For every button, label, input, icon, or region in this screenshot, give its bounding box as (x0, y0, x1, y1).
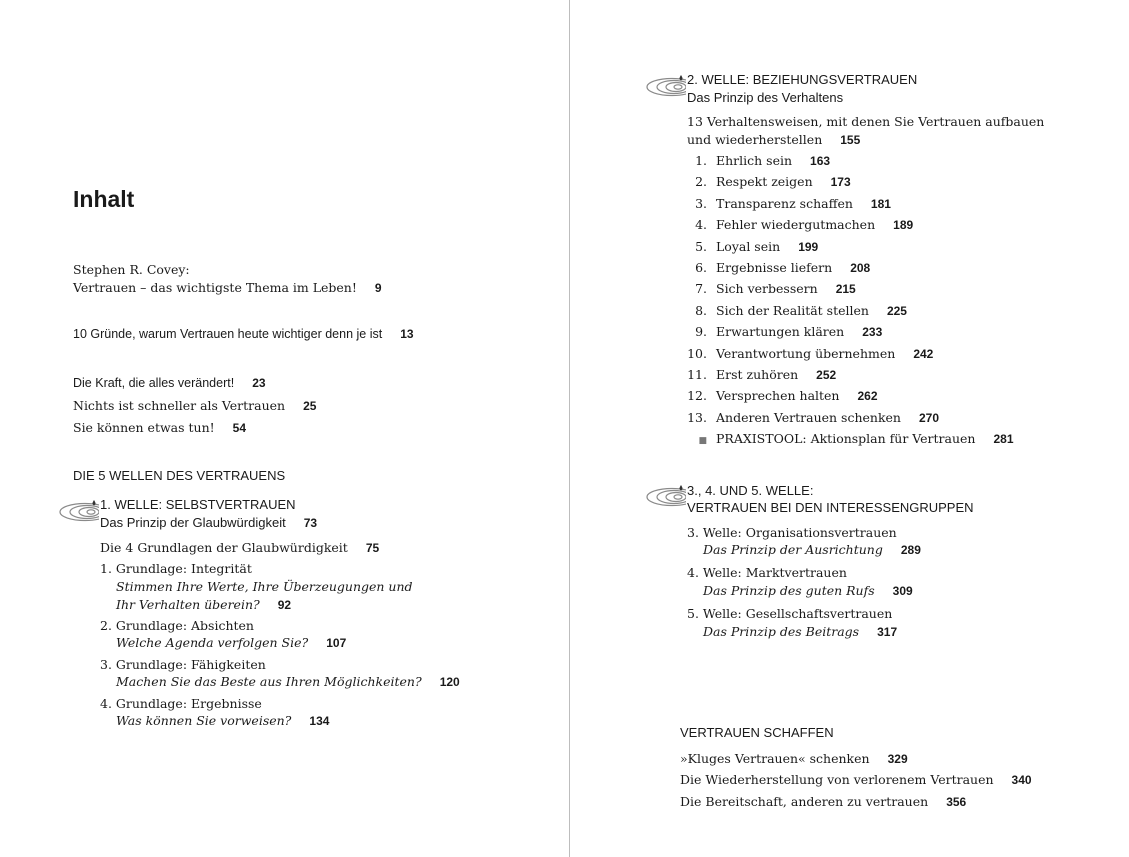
page-number: 75 (365, 541, 380, 555)
toc-entry-gruende (73, 327, 414, 341)
grundlage-item-1-sub2 (116, 597, 291, 613)
item-number: 3. (687, 525, 699, 540)
grundlage-item-3 (100, 657, 266, 673)
list-item (685, 281, 1014, 302)
page-number: 163 (810, 154, 831, 168)
item-number: 7. (695, 281, 707, 297)
list-item (685, 260, 1014, 281)
wave-icon (640, 482, 686, 508)
page-number: 270 (919, 410, 940, 425)
square-bullet-icon: ■ (698, 436, 707, 447)
item-label: Sich der Realität stellen (716, 302, 869, 318)
grundlage-item-1-sub: Stimmen Ihre Werte, Ihre Überzeugungen und (116, 579, 413, 594)
toc-entry-label: »Kluges Vertrauen« schenken (680, 751, 870, 766)
item-number: 5. (695, 238, 707, 254)
page-number: 189 (893, 218, 914, 233)
page-number: 340 (1011, 773, 1032, 787)
grundlage-item-1 (100, 561, 252, 577)
toc-entry-label: Das Prinzip der Glaubwürdigkeit (100, 515, 286, 530)
item-label: Sich verbessern (716, 281, 818, 297)
welle3-sub (703, 542, 921, 558)
page-number: 289 (900, 543, 921, 557)
list-item (685, 153, 1014, 174)
item-subtitle: Das Prinzip des guten Rufs (703, 583, 875, 598)
toc-entry-kluges (680, 751, 908, 767)
page-number: 225 (886, 303, 907, 318)
welle1-title: 1. WELLE: SELBSTVERTRAUEN (100, 497, 296, 512)
item-subtitle: Was können Sie vorweisen? (116, 713, 292, 728)
page-number: 54 (232, 421, 247, 435)
list-item (685, 346, 1014, 367)
item-number: 3. (100, 657, 112, 672)
item-title: Welle: Organisationsvertrauen (702, 525, 897, 540)
page-number: 233 (862, 325, 883, 340)
item-label: Transparenz schaffen (716, 195, 853, 211)
item-label: Erst zuhören (716, 366, 799, 382)
item-number: 8. (695, 302, 707, 318)
item-number: 9. (695, 324, 707, 340)
item-label: Anderen Vertrauen schenken (716, 409, 901, 425)
page-number: 199 (798, 239, 819, 254)
page-number: 252 (816, 367, 837, 382)
list-item (685, 174, 1014, 195)
list-item (685, 410, 1014, 431)
item-title: Grundlage: Absichten (115, 618, 254, 633)
item-subtitle: Das Prinzip der Ausrichtung (703, 542, 883, 557)
page-divider (569, 0, 570, 857)
page-number: 215 (835, 282, 856, 297)
item-label: Loyal sein (716, 238, 781, 254)
item-number: 4. (695, 217, 707, 233)
item-number: 13. (687, 409, 707, 425)
page-number: 13 (400, 327, 414, 341)
toc-entry-etwas-tun (73, 420, 246, 436)
grundlage-item-2-sub (116, 635, 346, 651)
wave-icon (640, 72, 686, 98)
welle5-sub (703, 624, 897, 640)
toc-entry-label: Die 4 Grundlagen der Glaubwürdigkeit (100, 540, 348, 555)
page-number: 262 (857, 389, 878, 404)
page-number: 107 (326, 636, 347, 650)
item-subtitle: Machen Sie das Beste aus Ihren Möglichkeiten? (116, 674, 422, 689)
page-number: 309 (892, 584, 913, 598)
list-item (685, 303, 1014, 324)
page-number: 23 (252, 376, 266, 390)
page-number: 92 (277, 598, 292, 612)
page-number: 134 (309, 714, 330, 728)
wave-icon (53, 497, 99, 523)
welle2-intro-line1: 13 Verhaltensweisen, mit denen Sie Vertrauen aufbauen (687, 114, 1045, 129)
toc-entry-grundlagen (100, 540, 379, 556)
item-label: Ergebnisse liefern (716, 259, 833, 275)
welle2-subtitle: Das Prinzip des Verhaltens (687, 90, 844, 105)
item-number: 4. (687, 565, 699, 580)
page-number: 329 (887, 752, 908, 766)
item-number: 3. (695, 195, 707, 211)
list-item (685, 324, 1014, 345)
welle345-subtitle: VERTRAUEN BEI DEN INTERESSENGRUPPEN (687, 500, 974, 515)
page-number: 208 (850, 260, 871, 275)
item-number: 12. (687, 388, 707, 404)
grundlage-item-4-sub (116, 713, 329, 729)
welle4-entry (687, 565, 847, 581)
list-item (685, 367, 1014, 388)
page-number: 356 (946, 795, 967, 809)
page-number: 73 (303, 516, 318, 530)
toc-entry-label: Die Bereitschaft, anderen zu vertrauen (680, 794, 929, 809)
toc-entry-wiederherstellung (680, 772, 1032, 788)
list-item (685, 196, 1014, 217)
welle2-intro-line2 (687, 132, 860, 148)
section-heading-schaffen: VERTRAUEN SCHAFFEN (680, 725, 834, 740)
list-item (685, 217, 1014, 238)
page-number: 317 (877, 625, 898, 639)
welle2-title: 2. WELLE: BEZIEHUNGSVERTRAUEN (687, 72, 918, 87)
item-number: 1. (100, 561, 112, 576)
section-heading-wellen: DIE 5 WELLEN DES VERTRAUENS (73, 468, 286, 483)
list-item-praxistool (685, 431, 1014, 452)
welle5-entry (687, 606, 892, 622)
welle345-title: 3., 4. UND 5. WELLE: (687, 483, 814, 498)
toc-entry-bereitschaft (680, 794, 966, 810)
item-number: 1. (695, 153, 707, 168)
item-label: Verantwortung übernehmen (716, 345, 896, 361)
item-title: Grundlage: Ergebnisse (115, 696, 262, 711)
welle3-entry (687, 525, 897, 541)
item-subtitle: Ihr Verhalten überein? (116, 597, 260, 612)
item-title: Welle: Marktvertrauen (702, 565, 847, 580)
item-title: Welle: Gesellschaftsvertrauen (702, 606, 893, 621)
toc-entry-schneller (73, 398, 316, 414)
grundlage-item-2 (100, 618, 254, 634)
toc-entry-label: Vertrauen – das wichtigste Thema im Leben! (73, 280, 357, 295)
item-number: 10. (687, 345, 707, 361)
item-number: 4. (100, 696, 112, 711)
item-label: Fehler wiedergutmachen (716, 217, 876, 233)
item-number: 2. (695, 174, 707, 190)
grundlage-item-4 (100, 696, 262, 712)
item-label: Erwartungen klären (716, 324, 845, 340)
page-title: Inhalt (73, 186, 135, 212)
toc-entry-label: und wiederherstellen (687, 132, 823, 147)
item-subtitle: Das Prinzip des Beitrags (703, 624, 860, 639)
welle4-sub (703, 583, 913, 599)
list-item (685, 388, 1014, 409)
welle1-subtitle (100, 514, 317, 532)
page-number: 155 (840, 133, 861, 147)
verhaltensweisen-list (685, 153, 1014, 452)
toc-entry-kraft (73, 376, 266, 390)
item-subtitle: Welche Agenda verfolgen Sie? (116, 635, 309, 650)
item-label: Versprechen halten (716, 388, 840, 404)
toc-entry-covey (73, 280, 382, 296)
list-item (685, 239, 1014, 260)
toc-entry-label: Nichts ist schneller als Vertrauen (73, 398, 286, 413)
grundlage-item-3-sub (116, 674, 460, 690)
item-label: Ehrlich sein (716, 153, 793, 168)
item-number: 11. (687, 366, 707, 382)
item-number: 2. (100, 618, 112, 633)
page-number: 9 (374, 281, 382, 295)
toc-entry-label: Die Kraft, die alles verändert! (73, 376, 235, 390)
toc-entry-covey-author: Stephen R. Covey: (73, 262, 190, 277)
item-title: Grundlage: Fähigkeiten (115, 657, 266, 672)
item-number: 6. (695, 259, 707, 275)
page-number: 25 (303, 399, 317, 413)
toc-entry-label: Die Wiederherstellung von verlorenem Vertrauen (680, 772, 994, 787)
item-title: Grundlage: Integrität (115, 561, 252, 576)
page-number: 242 (913, 346, 934, 361)
page-number: 281 (993, 432, 1014, 447)
item-number: 5. (687, 606, 699, 621)
page-number: 181 (870, 196, 891, 211)
page-number: 120 (439, 675, 460, 689)
toc-entry-label: Sie können etwas tun! (73, 420, 215, 435)
item-label: Respekt zeigen (716, 174, 813, 190)
item-label: PRAXISTOOL: Aktionsplan für Vertrauen (716, 431, 976, 447)
toc-entry-label: 10 Gründe, warum Vertrauen heute wichtiger denn je ist (73, 327, 383, 341)
page-number: 173 (830, 175, 851, 190)
